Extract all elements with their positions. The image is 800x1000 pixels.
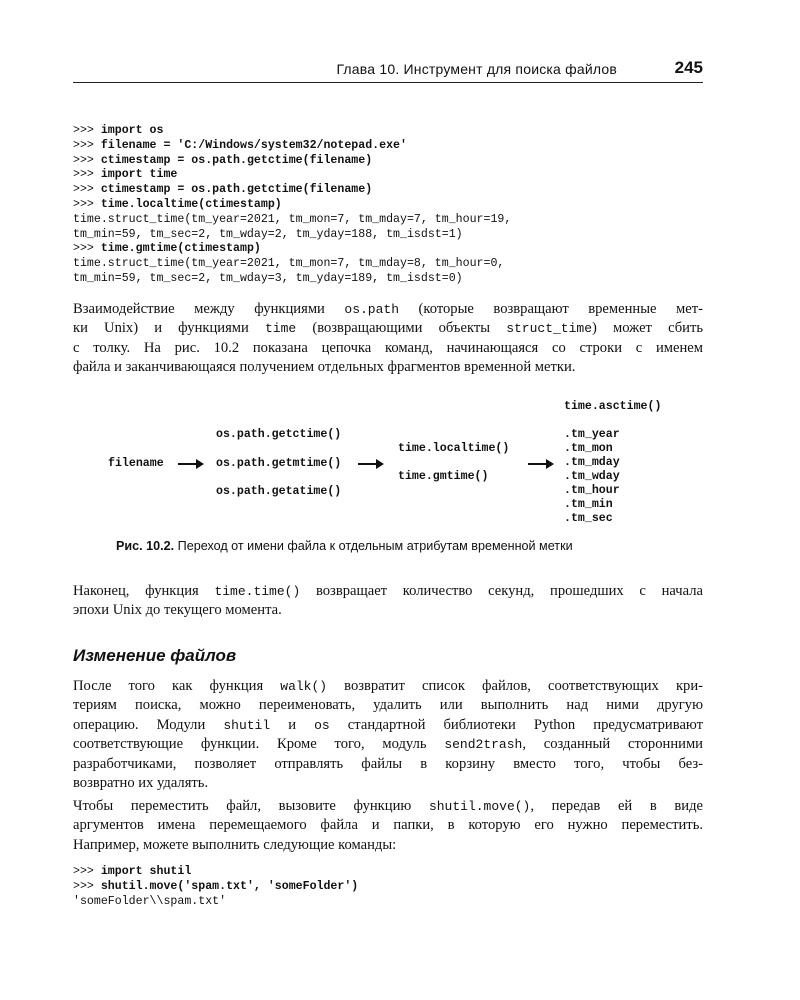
filename-label: filename bbox=[108, 457, 164, 470]
text-line: Наконец, функция time.time() возвращает количество секунд, прошедших с начала bbox=[73, 583, 703, 599]
getctime-label: os.path.getctime() bbox=[216, 428, 342, 441]
code-line: >>> shutil.move('spam.txt', 'someFolder') bbox=[73, 879, 359, 893]
arrow-time-to-attributes bbox=[528, 463, 552, 465]
text-line: Чтобы переместить файл, вызовите функцию shutil.move(), передав ей в виде bbox=[73, 798, 703, 814]
text-line: аргументов имена перемещаемого файла и папки, в которую его нужно переместить. bbox=[73, 817, 703, 834]
page-header bbox=[73, 58, 703, 83]
code-block-2 bbox=[73, 865, 713, 909]
paragraph-time-time bbox=[73, 582, 703, 621]
attr-tm-year: .tm_year bbox=[564, 428, 620, 441]
getatime-label: os.path.getatime() bbox=[216, 485, 342, 498]
figure-caption bbox=[116, 539, 573, 553]
attr-tm-mon: .tm_mon bbox=[564, 442, 613, 455]
gmtime-label: time.gmtime() bbox=[398, 470, 489, 483]
paragraph-time-functions bbox=[73, 300, 703, 378]
code-line: >>> ctimestamp = os.path.getctime(filename) bbox=[73, 153, 373, 167]
attr-tm-mday: .tm_mday bbox=[564, 456, 620, 469]
code-line: 'someFolder\\spam.txt' bbox=[73, 894, 227, 908]
attr-tm-sec: .tm_sec bbox=[564, 512, 613, 525]
code-line: >>> ctimestamp = os.path.getctime(filename) bbox=[73, 183, 373, 197]
text-line: После того как функция walk() возвратит список файлов, соответствующих кри- bbox=[73, 678, 703, 694]
text-line: операцию. Модули shutil и os стандартной библиотеки Python предусматривают bbox=[73, 716, 704, 733]
text-line: териям поиска, можно переименовать, удалить или выполнить над ними другую bbox=[73, 697, 703, 714]
text-line: возвратно их удалять. bbox=[73, 775, 209, 792]
text-line: Взаимодействие между функциями os.path (которые возвращают временные мет- bbox=[73, 301, 703, 317]
chapter-title: Глава 10. Инструмент для поиска файлов bbox=[336, 61, 617, 77]
code-line: tm_min=59, tm_sec=2, tm_wday=2, tm_yday=188, tm_isdst=1) bbox=[73, 227, 463, 241]
text-line: разработчиками, позволяет отправлять файлы в корзину вместо того, чтобы без- bbox=[73, 755, 703, 772]
code-line: >>> time.gmtime(ctimestamp) bbox=[73, 242, 261, 256]
code-line: time.struct_time(tm_year=2021, tm_mon=7, tm_mday=8, tm_hour=0, bbox=[73, 257, 505, 271]
arrow-filename-to-getters bbox=[178, 463, 202, 465]
code-line: >>> import shutil bbox=[73, 865, 192, 878]
code-line: tm_min=59, tm_sec=2, tm_wday=3, tm_yday=189, tm_isdst=0) bbox=[73, 271, 463, 285]
page-number: 245 bbox=[674, 58, 703, 77]
paragraph-move-file bbox=[73, 797, 703, 855]
figure-caption-text: Переход от имени файла к отдельным атрибутам временной метки bbox=[174, 539, 573, 553]
code-block-1 bbox=[73, 124, 713, 287]
figure-caption-label: Рис. 10.2. bbox=[116, 539, 175, 553]
text-line: Например, можете выполнить следующие команды: bbox=[73, 836, 397, 853]
paragraph-modify-files bbox=[73, 677, 703, 793]
code-line: >>> time.localtime(ctimestamp) bbox=[73, 197, 282, 211]
code-line: >>> filename = 'C:/Windows/system32/notepad.exe' bbox=[73, 138, 407, 152]
text-line: с толку. На рис. 10.2 показана цепочка команд, начинающаяся со строки с именем bbox=[73, 339, 703, 356]
getmtime-label: os.path.getmtime() bbox=[216, 457, 342, 470]
text-line: эпохи Unix до текущего момента. bbox=[73, 602, 282, 619]
code-line: >>> import os bbox=[73, 124, 164, 137]
section-heading: Изменение файлов bbox=[73, 646, 237, 665]
code-line: >>> import time bbox=[73, 168, 178, 182]
text-line: файла и заканчивающаяся получением отдельных фрагментов временной метки. bbox=[73, 359, 576, 376]
code-line: time.struct_time(tm_year=2021, tm_mon=7, tm_mday=7, tm_hour=19, bbox=[73, 212, 512, 226]
attr-tm-min: .tm_min bbox=[564, 498, 613, 511]
asctime-label: time.asctime() bbox=[564, 400, 662, 413]
text-line: ки Unix) и функциями time (возвращающими объекты struct_time) может сбить bbox=[73, 320, 703, 337]
attr-tm-hour: .tm_hour bbox=[564, 484, 620, 497]
text-line: соответствующие функции. Кроме того, модуль send2trash, созданный сторонними bbox=[73, 736, 703, 753]
attr-tm-wday: .tm_wday bbox=[564, 470, 620, 483]
arrow-getters-to-time bbox=[358, 463, 382, 465]
localtime-label: time.localtime() bbox=[398, 442, 510, 455]
